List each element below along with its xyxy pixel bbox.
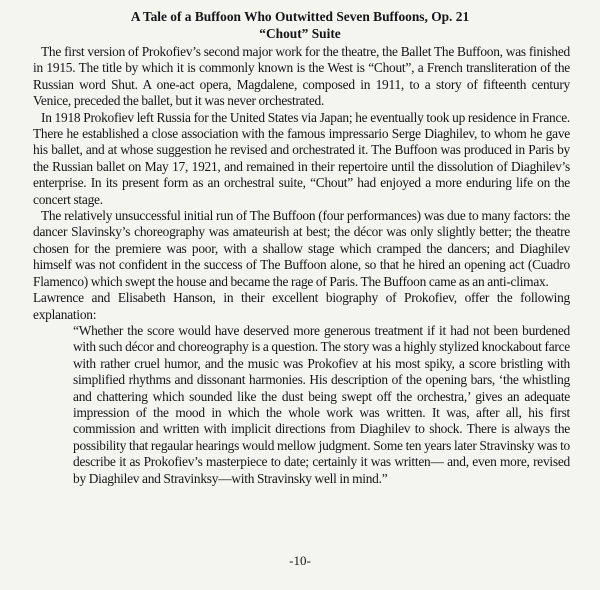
heading	[0, 9, 600, 42]
block-quote: “Whether the score would have deserved more generous treatment if it had not been burdened with such décor and choreography is a question. The story was a highly stylized knockabout farce with rather cruel humor, and the music was Prokofiev at his most spiky, a score bristling with simplified rhythms and dissonant harmonies. His description of the opening bars, ‘the whistling and chattering which sounded like the dust being swept off the orchestra,’ gives an adequate impression of the mood in which the whole work was written. It was, after all, his first commission and written with implicit directions from Diaghilev to shock. There is always the possibility that regaular hearings would mellow judgment. Some ten years later Stravinsky was to describe it as Prokofiev’s masterpiece to date; certainly it was written— and, even more, revised by Diaghilev and Stravinksy—with Stravinsky well in mind.”	[73, 322, 570, 486]
paragraph-4: Lawrence and Elisabeth Hanson, in their excellent biography of Prokofiev, offer the following explanation:	[33, 290, 570, 322]
document-subtitle: “Chout” Suite	[259, 25, 341, 41]
body-text	[33, 44, 570, 487]
document-title: A Tale of a Buffoon Who Outwitted Seven Buffoons, Op. 21	[130, 9, 470, 24]
page-number: -10-	[289, 553, 311, 568]
paragraph-3: The relatively unsuccessful initial run of The Buffoon (four performances) was due to many factors: the dancer Slavinsky’s choreography was amateurish at best; the décor was only slightly better; the theatre chosen for the premiere was poor, with a shallow stage which cramped the dancers; and Diaghilev himself was not confident in the success of The Buffoon alone, so that he hired an opening act (Cuadro Flamenco) which swept the house and became the rage of Paris. The Buffoon came as an anti-climax.	[33, 208, 570, 289]
paragraph-1: The first version of Prokofiev’s second major work for the theatre, the Ballet The Buffoon, was finished in 1915. The title by which it is commonly known is the West is “Chout”, a French transliteration of the Russian word Shut. A one-act opera, Magdalene, composed in 1911, to a story of fifteenth century Venice, preceded the ballet, but it was never orchestrated.	[33, 44, 570, 109]
paragraph-2: In 1918 Prokofiev left Russia for the United States via Japan; he eventually took up residence in France. There he established a close association with the famous impressario Serge Diaghilev, to whom he gave his ballet, and at whose suggestion he revised and orchestrated it. The Buffoon was produced in Paris by the Russian ballet on May 17, 1921, and remained in their repertoire until the dissolution of Diaghilev’s enterprise. In its present form as an orchestral suite, “Chout” had enjoyed a more enduring life on the concert stage.	[33, 109, 570, 207]
